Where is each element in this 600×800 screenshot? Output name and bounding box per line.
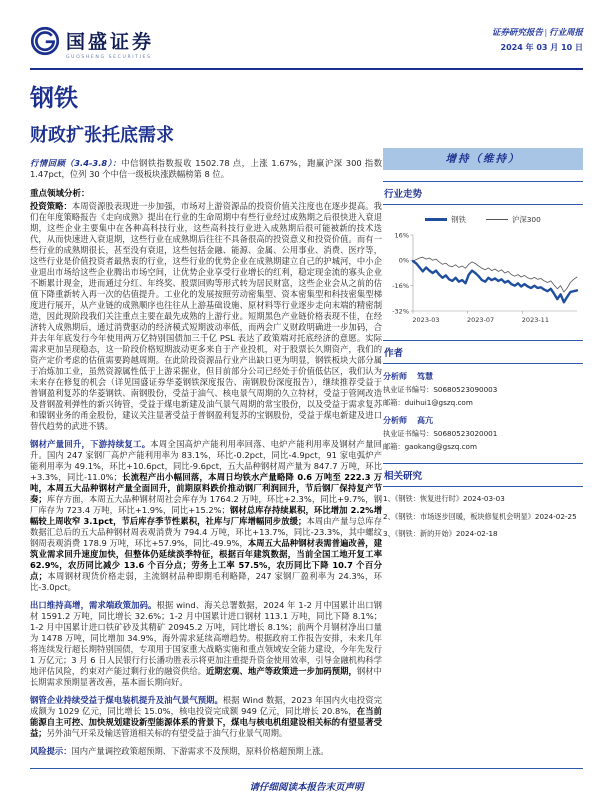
author-role: 分析师 [383, 416, 407, 425]
pipes-t1: 根据 Wind 数据，2023 年国内火电投资完成额为 1029 亿元，同比增长 15.0%，核电投资完成额 949 亿元，同比增长 20.8%， [30, 695, 382, 716]
market-review-text: 中信钢铁指数报收 1502.78 点，上涨 1.67%，跑赢沪深 300 指数 1.47pct，位列 30 个中信一级板块涨跌幅榜第 8 位。 [30, 158, 382, 179]
svg-text:16%: 16% [394, 231, 409, 240]
output-b1: 长流程产出小幅回落，本周日均铁水产量略降 0.6 万吨至 222.3 万吨，本周五大品种钢材产量全面回升，前期原料跌价推动钢厂利润回升，节后钢厂保持复产节奏； [30, 472, 382, 504]
analysis-heading: 重点领域分析： [30, 189, 90, 199]
brand-name: 国盛证券 [66, 30, 155, 53]
author-block-2 [383, 415, 583, 452]
related-research-item: 3、《钢铁：新的开始》2024-02-18 [383, 529, 498, 538]
report-date: 2024 年 03 月 10 日 [500, 43, 583, 52]
related-research-item: 1、《钢铁：恢复进行时》2024-03-03 [383, 494, 505, 503]
hs300-line-swatch [486, 219, 508, 220]
author-block-1 [383, 371, 583, 408]
pipes-paragraph [30, 695, 382, 739]
output-paragraph [30, 439, 382, 593]
steel-line-swatch [425, 218, 447, 221]
industry-trend-chart [383, 227, 583, 329]
main-column [30, 78, 382, 764]
guosheng-logo-icon [30, 26, 60, 60]
output-b2: 钢材总库存持续累积，环比增加 2.2%增幅较上周收窄 3.1pct，节后库存季节性累积，社库与厂库增幅同步放缓； [30, 505, 382, 526]
brand [30, 26, 154, 60]
rating-badge: 增持（维持） [383, 148, 583, 170]
pipes-lead: 钢管企业持续受益于煤电装机提升及油气景气预期。 [30, 695, 223, 705]
risk-lead: 风险提示： [30, 746, 72, 756]
svg-text:2023-11: 2023-11 [521, 316, 549, 324]
export-b1: 近期宏观、地产等政策进一步加码预期， [206, 666, 357, 676]
author-name: 笃慧 [417, 372, 433, 381]
authors-section-title: 作者 [383, 340, 583, 364]
related-section-title: 相关研究 [383, 463, 583, 487]
strategy-text: 本周资源股表现进一步加强，市场对上游资源品的投资价值关注度也在逐步提高。我们在年度策略报告《走向成熟》提出在行业的生命周期中有些行业经过成熟期之后很快进入衰退期，这些企业主要集中在各种高科技行业，这些高科技行业进入成熟期后很可能被新的技术迭代，从而快速进入衰退期，这些行业在成熟期后往往不具备很高的投资意义和投资价值。而有一些行业的成熟期很长，甚至没有衰退，这些包括金融、能源、金属、公用事业、消费、医疗等，这些行业是价值投资者最热衷的行业，这些行业的优势企业在成熟期建立自己的护城河，中小企业退出市场给这些企业腾出市场空间，让优势企业享受行业增长的红利，稳定现金流的寡头企业不断累计现金，进而通过分红、年终奖、股票回购等形式转为居民财富，这些企业会从之前的估值下降重新转入再一次的估值提升。工业化的发展按照劳动密集型、资本密集型和科技密集型梯度进行展开，从产业链的成熟顺序也往往从上游基础设施、原材料等行业逐步走向末端的精密制造，因此现阶段我们关注重点主要在最先成熟的上游行业。短期黑色产业链价格表现不佳，在经济转入成熟期后，通过消费驱动的经济模式短期波动率低，而两会广义财政明确进一步加码，合并去年年底发行今年使用两万亿特别国债加三千亿 PSL 表达了政策端对托底经济的意愿。实际需求更加呈现稳态，这一阶段价格短期波动更多来自于产业投机，对于股票长久期资产，我们的资产定价考虑的估值需要跨越周期。在此阶段资源品行业产出缺口更为明显，钢铁板块大部分属于冶炼加工业，虽然资源属性低于上游采掘业，但目前部分公司已经处于价值低估区，我们认为未来存在修复的机会（详见国盛证券华菱钢铁深度报告、南钢股份深度报告），继续推荐受益于普钢盈利复苏的华菱钢铁、南钢股份，受益于油气、核电景气周期的久立特材，受益于管网改造及普钢盈利弹性的新兴铸管，受益于煤电新建及油气景气周期的常宝股份，以及受益于需求复苏和镍钢业务的甬金股份，建议关注显著受益于普钢盈利复苏的宝钢股份，受益于煤电新建及进口替代趋势的武进不锈。 [30, 201, 382, 431]
svg-text:0%: 0% [398, 256, 409, 265]
svg-text:2023-07: 2023-07 [467, 316, 495, 324]
author-cert: 执业证书编号：S0680523020001 [383, 429, 498, 438]
output-t2: 库存方面，本周五大品种钢材周社会库存为 1764.2 万吨，环比+2.3%，同比+9.7%，钢厂库存为 723.4 万吨，环比+1.9%，同比+15.2%； [30, 494, 382, 515]
steel-legend-label: 钢铁 [451, 215, 466, 224]
output-t4: 本周钢材现货价格走弱，主流钢材品种即期毛利略降，247 家钢厂盈利率为 24.3%，环比-3.0pct。 [30, 571, 382, 592]
strategy-paragraph [30, 201, 382, 432]
svg-text:-32%: -32% [392, 307, 409, 316]
output-t3: 本周由产量与总库存数据汇总后的五大品种钢材周表观消费为 794.4 万吨，环比+13.7%，同比-23.3%，其中螺纹钢周表观消费 178.9 万吨，环比+57.9%，同比-49.9%， [30, 516, 382, 548]
pipes-b1: 在当前能源自主可控、加快规划建设新型能源体系的背景下，煤电与核电机组建设相关标的有望显著受益； [30, 706, 382, 738]
output-lead: 钢材产量回升，下游持续复工。 [30, 439, 151, 449]
market-review-lead: 行情回顾（3.4-3.8）： [30, 158, 122, 168]
svg-text:-16%: -16% [392, 281, 409, 290]
report-header [30, 26, 583, 60]
pipes-t2: 另外油气开采及输送管道相关标的有望受益于油气行业景气周期。 [46, 728, 288, 738]
author-cert: 执业证书编号：S0680523090003 [383, 385, 498, 394]
svg-text:2023-03: 2023-03 [412, 316, 440, 324]
sidebar [383, 148, 583, 547]
export-t1: 根据 wind、海关总署数据，2024 年 1-2 月中国累计出口钢材 1591.2 万吨，同比增长 32.6%；1-2 月中国累计进口钢材 113.1 万吨，同比下降 8.1%；1-2 月中国累计进口铁矿砂及其精矿 20945.2 万吨，同比增长 8.1%；前两个月钢材净出口量为 1478 万吨，同比增加 34.9%，海外需求延续高增趋势。根据政府工作报告安排，未来几年将连续发行超长期特别国债，专项用于国家重大战略实施和重点领域安全能力建设，今年先发行 1 万亿元；3 月 6 日人民银行行长潘功胜表示将更加注重提升资金使用效率，引导金融机构科学地评估风险，约束对产能过剩行业的融资供给。 [30, 600, 382, 676]
header-divider [30, 68, 583, 70]
brand-subtitle: GUOSHENG SECURITIES [66, 54, 152, 60]
author-name: 高亢 [417, 416, 433, 425]
hs300-legend-label: 沪深300 [511, 215, 541, 224]
author-email: 邮箱：duihui1@gszq.com [383, 398, 473, 407]
report-type: 证券研究报告 | 行业周报 [491, 27, 583, 37]
related-research-item: 2、《钢铁：市场逐步回暖，板块修复机会明显》2024-02-25 [383, 511, 577, 521]
trend-chart-svg [383, 227, 581, 329]
risk-paragraph [30, 746, 382, 757]
footer-disclaimer: 请仔细阅读本报告末页声明 [249, 783, 364, 793]
report-title: 财政扩张托底需求 [30, 125, 174, 146]
industry-name: 钢铁 [30, 83, 78, 112]
author-email: 邮箱：gaokang@gszq.com [383, 442, 477, 451]
strategy-lead: 投资策略： [30, 201, 72, 211]
chart-legend [383, 214, 583, 225]
market-review-paragraph [30, 158, 382, 180]
author-role: 分析师 [383, 372, 407, 381]
export-paragraph [30, 600, 382, 688]
risk-text: 国内产量调控政策超预期、下游需求不及预期，原料价格超预期上涨。 [71, 746, 329, 756]
page-footer [30, 768, 583, 794]
trend-section-title: 行业走势 [383, 181, 583, 205]
export-t2: 钢材中长期需求预期显著改善，基本面长期向好。 [30, 666, 382, 687]
output-b3: 本周五大品种钢材表需普遍改善，建筑业需求回升速度加快，但整体仍延续淡季特征，根据百年建筑数据，当前全国工地开复工率 62.9%，农历同比减少 13.6 个百分点；劳务上工率 57.5%，农历同比下降 10.7 个百分点； [30, 538, 382, 581]
export-lead: 出口维持高增，需求端政策加码。 [30, 600, 157, 610]
output-t1: 本周全国高炉产能利用率回落、电炉产能利用率及钢材产量回升。国内 247 家钢厂高炉产能利用率为 83.1%，环比-0.2pct，同比-4.9pct，91 家电弧炉产能利用率为 49.1%，环比+10.6pct，同比-9.6pct，五大品种钢材周产量为 847.7 万吨，环比+3.3%，同比-11.0%； [30, 439, 382, 482]
